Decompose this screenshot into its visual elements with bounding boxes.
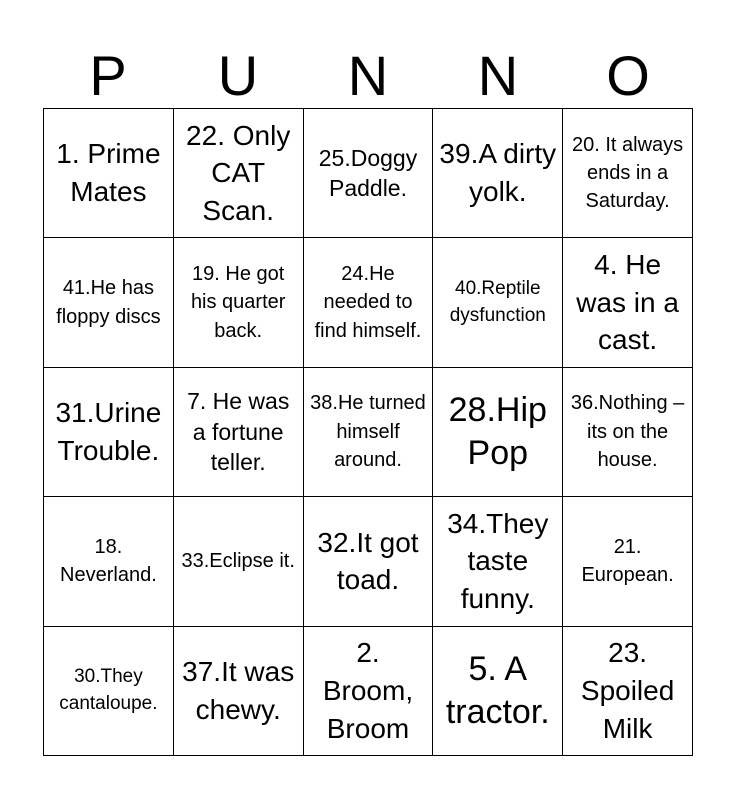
bingo-cell[interactable] <box>563 109 693 238</box>
cell-text: 24.He needed to find himself. <box>314 263 422 342</box>
bingo-header <box>43 44 693 108</box>
bingo-cell[interactable] <box>44 497 174 626</box>
cell-text: 19. He got his quarter back. <box>190 263 286 342</box>
cell-text: 28.Hip Pop <box>448 391 547 472</box>
cell-text: 1. Prime Mates <box>56 138 161 208</box>
cell-text: 18. Neverland. <box>60 536 157 587</box>
bingo-cell[interactable] <box>174 109 304 238</box>
cell-text: 41.He has floppy discs <box>56 277 161 328</box>
cell-text: 40.Reptile dysfunction <box>449 277 546 326</box>
bingo-cell[interactable] <box>304 627 434 756</box>
cell-text: 32.It got toad. <box>317 526 419 596</box>
bingo-cell[interactable] <box>44 238 174 367</box>
cell-text: 20. It always ends in a Saturday. <box>572 133 684 213</box>
bingo-cell[interactable] <box>304 368 434 497</box>
cell-text: 31.Urine Trouble. <box>55 397 162 466</box>
bingo-cell[interactable] <box>433 368 563 497</box>
bingo-cell[interactable] <box>563 627 693 756</box>
cell-text: 21. European. <box>581 536 674 587</box>
bingo-cell[interactable] <box>304 238 434 367</box>
bingo-cell[interactable] <box>563 238 693 367</box>
bingo-cell[interactable] <box>304 109 434 238</box>
bingo-board <box>43 108 693 756</box>
cell-text: 5. A tractor. <box>445 650 550 731</box>
bingo-cell[interactable] <box>174 497 304 626</box>
cell-text: 39.A dirty yolk. <box>439 138 557 208</box>
header-letter-1: P <box>89 44 127 107</box>
cell-text: 37.It was chewy. <box>182 655 295 725</box>
cell-text: 22. Only CAT Scan. <box>186 119 291 227</box>
bingo-cell[interactable] <box>44 368 174 497</box>
cell-text: 34.They taste funny. <box>447 507 549 615</box>
bingo-cell[interactable] <box>433 627 563 756</box>
cell-text: 36.Nothing – its on the house. <box>570 392 685 472</box>
header-letter-5: O <box>606 44 650 107</box>
bingo-cell[interactable] <box>174 368 304 497</box>
cell-text: 4. He was in a cast. <box>576 248 679 356</box>
header-letter-3: N <box>347 44 389 107</box>
cell-text: 33.Eclipse it. <box>181 550 295 573</box>
cell-text: 38.He turned himself around. <box>310 392 426 472</box>
bingo-cell[interactable] <box>304 497 434 626</box>
bingo-cell[interactable] <box>563 368 693 497</box>
bingo-cell[interactable] <box>44 109 174 238</box>
cell-text: 25.Doggy Paddle. <box>318 144 418 202</box>
cell-text: 30.They cantaloupe. <box>59 665 158 714</box>
header-letter-4: N <box>477 44 519 107</box>
bingo-cell[interactable] <box>174 627 304 756</box>
bingo-cell[interactable] <box>563 497 693 626</box>
cell-text: 7. He was a fortune teller. <box>187 388 290 476</box>
cell-text: 2. Broom, Broom <box>322 637 414 744</box>
bingo-cell[interactable] <box>174 238 304 367</box>
bingo-cell[interactable] <box>44 627 174 756</box>
bingo-cell[interactable] <box>433 109 563 238</box>
cell-text: 23. Spoiled Milk <box>580 637 675 744</box>
header-letter-2: U <box>217 44 259 107</box>
bingo-cell[interactable] <box>433 238 563 367</box>
bingo-cell[interactable] <box>433 497 563 626</box>
